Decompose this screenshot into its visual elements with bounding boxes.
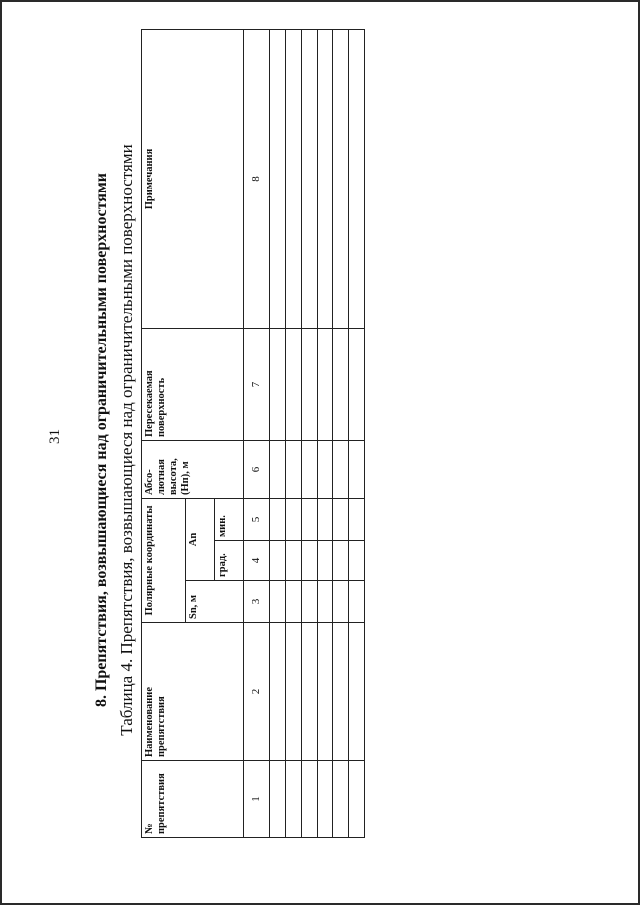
table-cell bbox=[317, 329, 333, 441]
header-deg: град. bbox=[214, 541, 243, 581]
table-cell bbox=[349, 441, 365, 499]
table-cell bbox=[286, 623, 302, 761]
table-cell bbox=[286, 761, 302, 838]
header-an: An bbox=[185, 499, 214, 581]
table-cell bbox=[301, 499, 317, 541]
table-cell bbox=[349, 623, 365, 761]
table-cell bbox=[301, 581, 317, 623]
table-cell bbox=[333, 581, 349, 623]
header-sn: Sn, м bbox=[185, 581, 243, 623]
table-cell bbox=[286, 499, 302, 541]
column-number: 3 bbox=[243, 581, 270, 623]
table-cell bbox=[317, 761, 333, 838]
table-cell bbox=[333, 541, 349, 581]
table-cell bbox=[286, 329, 302, 441]
header-obstacle-no: № препятствия bbox=[142, 761, 244, 838]
table-cell bbox=[349, 581, 365, 623]
table-cell bbox=[301, 329, 317, 441]
table-cell bbox=[349, 761, 365, 838]
table-cell bbox=[270, 329, 286, 441]
table-cell bbox=[349, 541, 365, 581]
table-row bbox=[349, 30, 365, 838]
table-cell bbox=[333, 30, 349, 329]
table-row bbox=[301, 30, 317, 838]
table-cell bbox=[349, 30, 365, 329]
column-number: 1 bbox=[243, 761, 270, 838]
table-cell bbox=[270, 30, 286, 329]
table-row bbox=[270, 30, 286, 838]
table-caption: Таблица 4. Препятствия, возвышающиеся над ограничительными поверхностями bbox=[117, 144, 136, 736]
header-surface: Пересекаемая поверхность bbox=[142, 329, 244, 441]
table-cell bbox=[286, 30, 302, 329]
header-obstacle-name: Наименование препятствия bbox=[142, 623, 244, 761]
table-cell bbox=[349, 329, 365, 441]
column-numbers-row bbox=[243, 30, 270, 838]
column-number: 5 bbox=[243, 499, 270, 541]
column-number: 7 bbox=[243, 329, 270, 441]
table-cell bbox=[333, 761, 349, 838]
header-abs-height: Абсо-лютная высота, (Hп), м bbox=[142, 441, 244, 499]
table-row bbox=[333, 30, 349, 838]
table-cell bbox=[270, 499, 286, 541]
table-cell bbox=[270, 761, 286, 838]
header-min: мин. bbox=[214, 499, 243, 541]
column-number: 2 bbox=[243, 623, 270, 761]
table-cell bbox=[317, 30, 333, 329]
table-cell bbox=[270, 623, 286, 761]
table-cell bbox=[301, 30, 317, 329]
obstacles-table bbox=[141, 29, 365, 838]
table-cell bbox=[317, 623, 333, 761]
header-notes: Примечания bbox=[142, 30, 244, 329]
table-cell bbox=[333, 441, 349, 499]
table-cell bbox=[301, 623, 317, 761]
table-cell bbox=[301, 541, 317, 581]
header-polar-coords: Полярные координаты bbox=[142, 499, 186, 623]
table-cell bbox=[270, 441, 286, 499]
table-cell bbox=[333, 623, 349, 761]
table-cell bbox=[317, 581, 333, 623]
rotated-content bbox=[91, 30, 367, 850]
page-number: 31 bbox=[47, 429, 63, 444]
table-cell bbox=[270, 541, 286, 581]
table-cell bbox=[317, 441, 333, 499]
column-number: 6 bbox=[243, 441, 270, 499]
table-cell bbox=[301, 441, 317, 499]
section-heading: 8. Препятствия, возвышающиеся над ограничительными поверхностями bbox=[93, 172, 110, 708]
table-cell bbox=[333, 499, 349, 541]
table-cell bbox=[317, 499, 333, 541]
column-number: 8 bbox=[243, 30, 270, 329]
table-row bbox=[286, 30, 302, 838]
table-row bbox=[317, 30, 333, 838]
table-cell bbox=[286, 541, 302, 581]
table-cell bbox=[270, 581, 286, 623]
table-cell bbox=[317, 541, 333, 581]
column-number: 4 bbox=[243, 541, 270, 581]
table-cell bbox=[286, 441, 302, 499]
table-cell bbox=[301, 761, 317, 838]
table-cell bbox=[286, 581, 302, 623]
table-cell bbox=[333, 329, 349, 441]
table-cell bbox=[349, 499, 365, 541]
